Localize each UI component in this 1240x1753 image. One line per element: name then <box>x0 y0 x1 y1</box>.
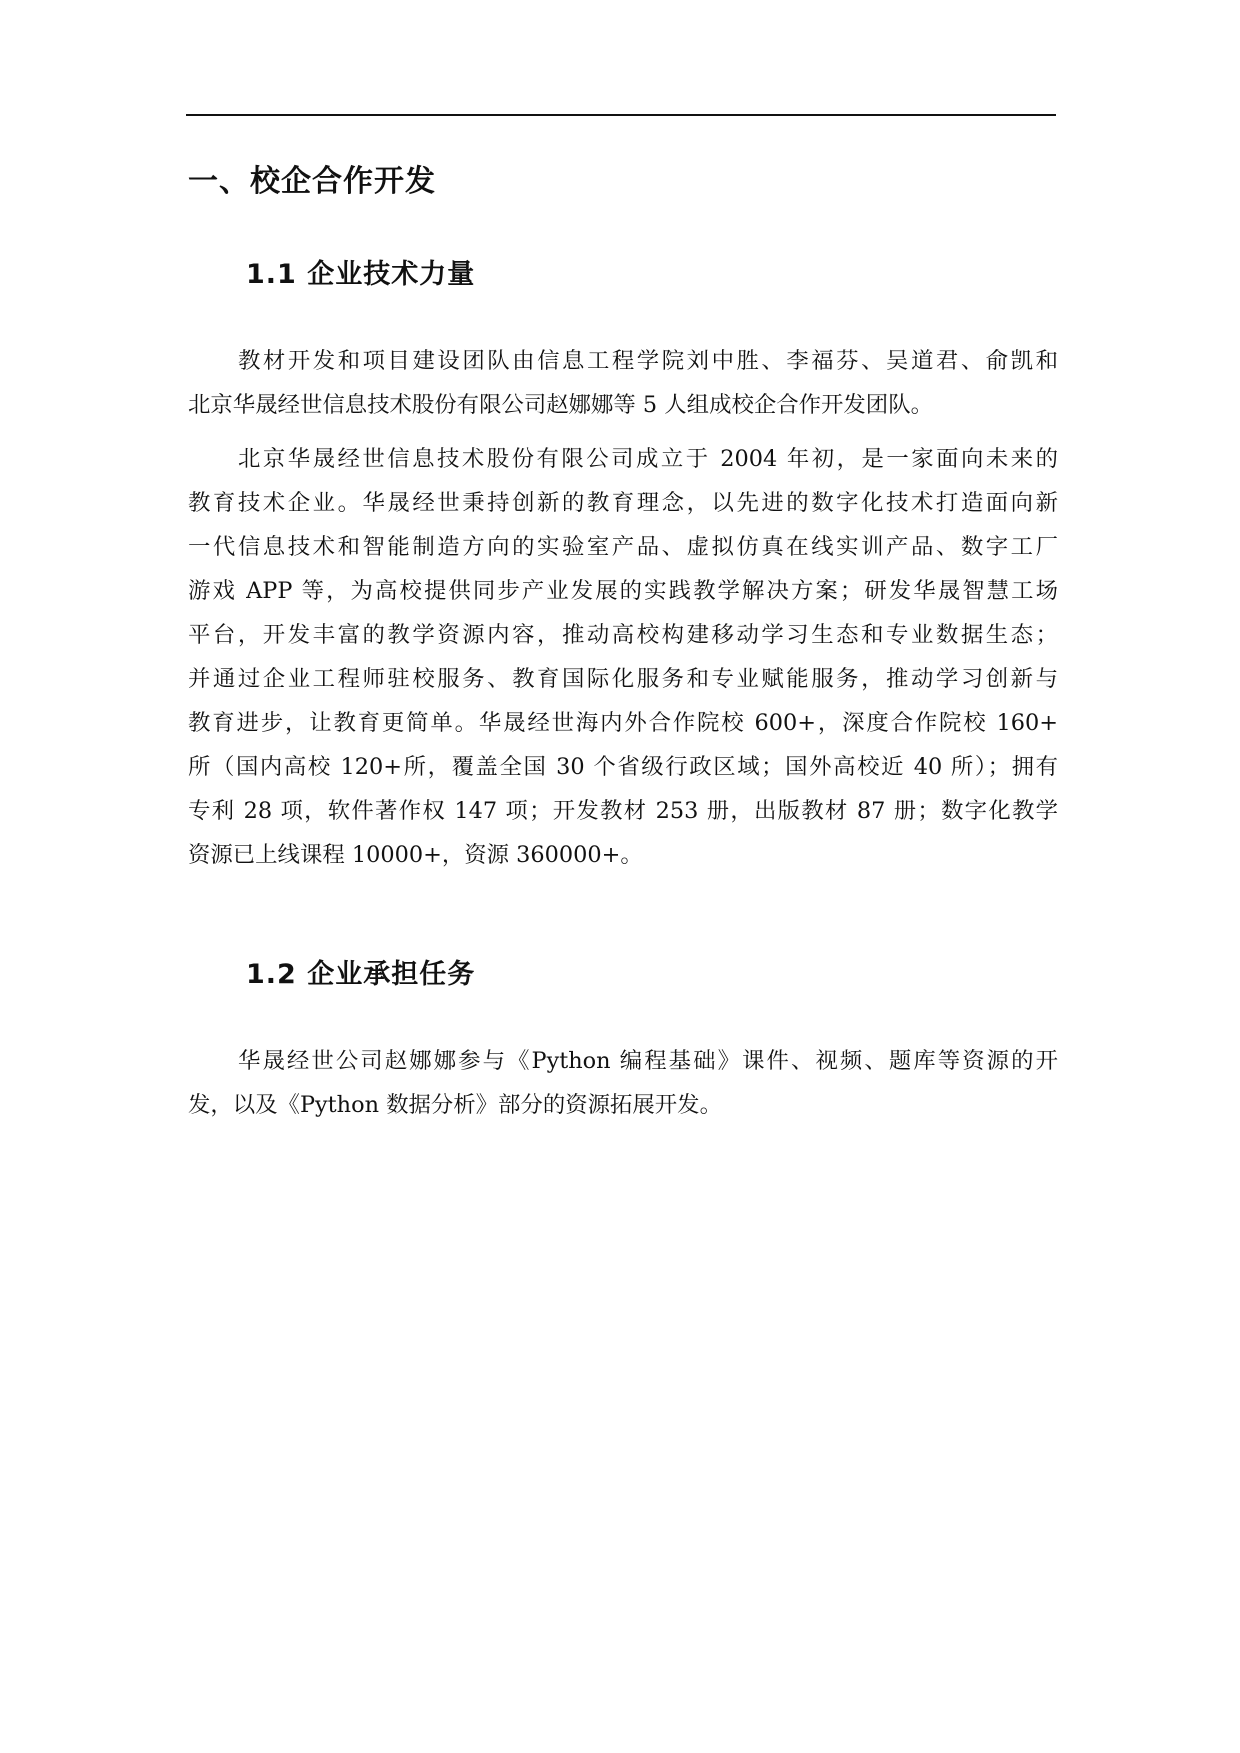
paragraph-line: 一代信息技术和智能制造方向的实验室产品、虚拟仿真在线实训产品、数字工厂 <box>188 534 1058 560</box>
paragraph-line: 北京华晟经世信息技术股份有限公司赵娜娜等 5 人组成校企合作开发团队。 <box>188 392 933 418</box>
paragraph-line: 平台，开发丰富的教学资源内容，推动高校构建移动学习生态和专业数据生态； <box>188 622 1058 648</box>
paragraph-line: 教育进步，让教育更简单。华晟经世海内外合作院校 600+，深度合作院校 160+ <box>188 710 1058 736</box>
header-rule <box>186 114 1056 116</box>
paragraph-tasks <box>188 1039 1058 1127</box>
paragraph-line: 北京华晟经世信息技术股份有限公司成立于 2004 年初，是一家面向未来的 <box>238 446 1058 472</box>
section-heading: 一、校企合作开发 <box>188 164 436 199</box>
paragraph-team <box>188 339 1058 427</box>
paragraph-line: 发，以及《Python 数据分析》部分的资源拓展开发。 <box>188 1092 722 1118</box>
paragraph-line: 所（国内高校 120+所，覆盖全国 30 个省级行政区域；国外高校近 40 所）；拥有 <box>188 754 1058 780</box>
subsection-heading-enterprise-strength: 1.1 企业技术力量 <box>246 259 476 290</box>
paragraph-line: 游戏 APP 等，为高校提供同步产业发展的实践教学解决方案；研发华晟智慧工场 <box>188 578 1058 604</box>
paragraph-line: 并通过企业工程师驻校服务、教育国际化服务和专业赋能服务，推动学习创新与 <box>188 666 1058 692</box>
subsection-heading-enterprise-tasks: 1.2 企业承担任务 <box>246 959 476 990</box>
paragraph-line: 资源已上线课程 10000+，资源 360000+。 <box>188 842 643 868</box>
paragraph-line: 教材开发和项目建设团队由信息工程学院刘中胜、李福芬、吴道君、俞凯和 <box>238 348 1058 374</box>
paragraph-line: 华晟经世公司赵娜娜参与《Python 编程基础》课件、视频、题库等资源的开 <box>238 1048 1058 1074</box>
paragraph-line: 教育技术企业。华晟经世秉持创新的教育理念，以先进的数字化技术打造面向新 <box>188 490 1058 516</box>
paragraph-company-profile <box>188 437 1058 877</box>
paragraph-line: 专利 28 项，软件著作权 147 项；开发教材 253 册，出版教材 87 册；数字化教学 <box>188 798 1058 824</box>
